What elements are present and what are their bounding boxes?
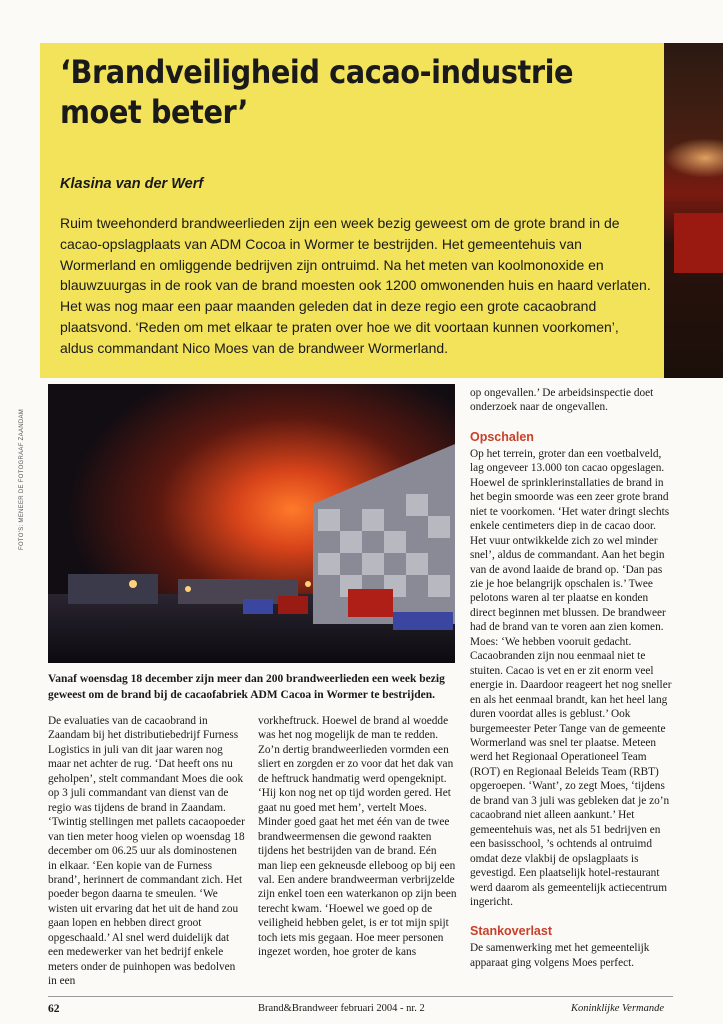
publication-info: Brand&Brandweer februari 2004 - nr. 2: [258, 1003, 425, 1014]
subheading-opschalen: Opschalen: [470, 429, 534, 444]
paragraph: op ongevallen.’ De arbeidsinspectie doet onderzoek naar de ongevallen.: [470, 387, 654, 414]
page-number: 62: [48, 1003, 60, 1015]
vehicle: [243, 599, 273, 614]
photo-caption: Vanaf woensdag 18 december zijn meer dan 200 brandweerlieden een week bezig geweest om de brand bij de cacaofabriek ADM Cacoa in Wormer te bestrijden.: [48, 673, 445, 701]
police-van: [393, 612, 453, 630]
body-column-1: [48, 714, 246, 989]
paragraph: De evaluaties van de cacaobrand in Zaandam bij het distributiebedrijf Furness Logistics in juli van dit jaar waren nog maar net achter de rug. ‘Dat heeft ons nu geholpen’, stelt commandant Moes die ook op 3 juli commandant van dienst van de regio was tijdens de brand in Zaandam. ‘Twintig stellingen met pallets cacaopoeder van tien meter hoog vielen op woensdag 18 december om 06.25 uur als dominostenen in elkaar. ‘Een kopie van de Furness brand’, herinnert de commandant zich. Het poeder begon daarna te smeulen. ‘We wisten uit ervaring dat het uit de hand zou gaan lopen en hebben direct groot opgeschaald.’ Al snel werd duidelijk dat een medewerker van het bedrijf enkele meters onder de puinhopen was bedolven in een: [48, 715, 245, 988]
publisher-name: Koninklijke Vermande: [571, 1003, 665, 1014]
author-byline: Klasina van der Werf: [60, 176, 204, 192]
paragraph: Minder goed gaat het met één van de twee brandweermensen die gewond raakten tijdens het bestrijden van de brand. Eén man liep een gekneusde elleboog op bij een val. Een andere brandweerman verbrijzelde zijn enkel toen een waterkanon op zijn been terecht kwam. ‘Hoewel we goed op de veiligheid hebben gelet, is er tot mijn spijt toch iets mis gegaan. Hoe meer personen ingezet worden, hoe groter de kans: [258, 816, 457, 959]
paragraph: vorkheftruck. Hoewel de brand al woedde was het nog mogelijk de man te redden. Zo’n dertig brandweerlieden vormden een sliert en zorgden er zo voor dat het dak van de heftruck handmatig werd opengeknipt. ‘Hij kon nog net op tijd worden gered. Het gaat nu goed met hem’, vertelt Moes.: [258, 715, 454, 814]
footer-divider: [48, 996, 673, 997]
side-photo-truck: [674, 213, 723, 273]
light: [185, 586, 191, 592]
vehicle: [278, 596, 308, 614]
body-column-2: [258, 714, 458, 960]
article-title: ‘Brandveiligheid cacao-industrie moet beter’: [60, 53, 574, 131]
side-photo-fire-truck: [664, 43, 723, 378]
subheading-stankoverlast: Stankoverlast: [470, 924, 552, 939]
fire-scene-photo: [48, 384, 455, 663]
paragraph: Op het terrein, groter dan een voetbalveld, lag ongeveer 13.000 ton cacao opgeslagen. Hoewel de sprinklerinstallaties de brand in het begin smoorde was een zeer grote brand niet te voorkomen. ‘Het water dringt slechts enkele centimeters diep in de cacao door. Het vuur ontwikkelde zich zo wel minder snel’, aldus de commandant. Aan het begin van de avond laaide de brand op. ‘Dan pas zie je hoe belangrijk opschalen is.’ Twee pelotons waren al ter plaatse en konden direct beginnen met blussen. De brandweer had de brand van te voren aan zien komen. Moes: ‘We hebben vooruit gedacht. Cacaobranden zijn nou eenmaal niet te stuiten. Cacao is vet en er zit enorm veel energie in. Daardoor reageert het nog sneller en als het eenmaal brandt, kan het heel lang duren voordat alles is geblust.’ Ook burgemeester Peter Tange van de gemeente Wormerland was snel ter plaatse. Meteen werd het Regionaal Operationeel Team (ROT) en Regionaal Beleids Team (RBT) opgeroepen. ‘Want’, zo zegt Moes, ‘tijdens de brand van 3 juli was gebleken dat je zo’n cacaobrand niet alleen aankunt.’ Het gemeentehuis was, net als 51 bedrijven en een basisschool, ’s ochtends al ontruimd omdat deze vlakbij de opslagplaats is gevestigd. Een plaatselijk hotel-restaurant werd daarom als gemeentelijk actiecentrum ingericht.: [470, 447, 672, 908]
side-photo-glow: [664, 138, 723, 178]
article-intro: Ruim tweehonderd brandweerlieden zijn een week bezig geweest om de grote brand in de cacao-opslagplaats van ADM Cocoa in Wormer te bestrijden. Het gemeentehuis van Wormerland en omliggende bedrijven zijn ontruimd. Na het meten van koolmonoxide en blauwzuurgas in de rook van de brand moesten ook 1200 omwonenden huis en haard verlaten. Het was nog maar een paar maanden geleden dat in deze regio een grote cacaobrand plaatsvond. ‘Reden om met elkaar te praten over hoe we dit voortaan kunnen voorkomen’, aldus commandant Nico Moes van de brandweer Wormerland.: [60, 215, 651, 356]
building-left: [68, 574, 158, 604]
photo-credit: FOTO'S: MENEER DE FOTOGRAAF ZAANDAM: [19, 408, 25, 550]
body-column-3: [470, 386, 672, 970]
fire-scene-illustration: [48, 384, 455, 663]
fire-truck: [348, 589, 393, 617]
light: [305, 581, 311, 587]
light: [129, 580, 137, 588]
paragraph: De samenwerking met het gemeentelijk apparaat ging volgens Moes perfect.: [470, 942, 650, 969]
